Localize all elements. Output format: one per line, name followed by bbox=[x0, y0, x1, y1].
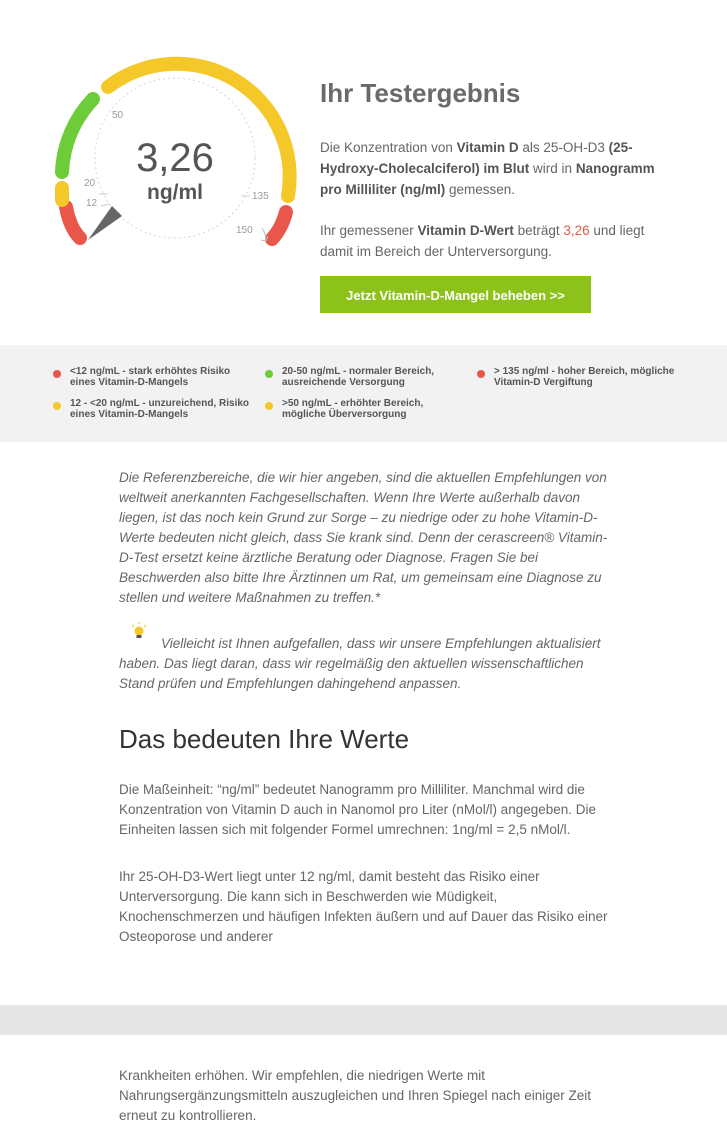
gauge-value: 3,26 bbox=[136, 136, 214, 180]
legend-item: 20-50 ng/mL - normaler Bereich, ausreichende Versorgung bbox=[282, 366, 435, 388]
text-span: beträgt bbox=[513, 223, 564, 238]
gauge-segment-red-high bbox=[272, 212, 286, 239]
text-span: wird in bbox=[529, 161, 576, 176]
gauge-tick-135: 135 bbox=[252, 191, 269, 202]
gauge-segment-red-low bbox=[66, 207, 80, 238]
result-title: Ihr Testergebnis bbox=[320, 78, 521, 108]
legend-band bbox=[0, 345, 727, 442]
text-span: gemessen. bbox=[445, 182, 516, 197]
section-paragraph: Krankheiten erhöhen. Wir empfehlen, die niedrigen Werte mit Nahrungsergänzungsmitteln auszugleichen und Ihren Spiegel nach einiger Zeit erneut zu kontrollieren. bbox=[119, 1068, 592, 1123]
measured-value-highlight: 3,26 bbox=[563, 223, 590, 238]
legend-item: >50 ng/mL - erhöhter Bereich, mögliche Überversorgung bbox=[282, 398, 424, 420]
text-span: Ihr gemessener bbox=[320, 223, 418, 238]
section-title: Das bedeuten Ihre Werte bbox=[119, 724, 410, 754]
section-paragraph: Die Maßeinheit: “ng/ml” bedeutet Nanogramm pro Milliliter. Manchmal wird die Konzentration von Vitamin D auch in Nanomol pro Liter (nMol/l) angegeben. Die Einheiten lassen sich mit folgender Formel umrechnen: 1ng/ml = 2,5 nMol/l. bbox=[119, 782, 597, 837]
reference-section bbox=[119, 468, 609, 608]
text-span: Die Konzentration von bbox=[320, 140, 457, 155]
value-interpretation bbox=[119, 867, 609, 947]
text-bold: (25-Hydroxy-Cholecalciferol) im Blut bbox=[320, 140, 633, 176]
reference-text: Die Referenzbereiche, die wir hier angeben, sind die aktuellen Empfehlungen von weltweit anerkannten Fachgesellschaften. Wenn Ihre Werte außerhalb davon liegen, ist das noch kein Grund zur Sorge – zu niedrige oder zu hohe Vitamin-D-Werte bedeuten nicht gleich, dass Sie krank sind. Denn der cerascreen® Vitamin-D-Test ersetzt keine ärztliche Beratung oder Diagnose. Fragen Sie bei Beschwerden also bitte Ihre Ärztinnen um Rat, um gemeinsam eine Diagnose zu stellen und weitere Maßnahmen zu treffen.* bbox=[119, 470, 608, 605]
legend-item: > 135 ng/ml - hoher Bereich, mögliche Vitamin-D Vergiftung bbox=[494, 366, 675, 388]
text-bold: Vitamin D bbox=[456, 140, 519, 155]
vitamin-d-gauge bbox=[40, 50, 310, 270]
text-bold: Vitamin D-Wert bbox=[417, 223, 514, 238]
result-panel bbox=[320, 78, 660, 313]
page-break-band bbox=[0, 1005, 727, 1035]
result-description bbox=[320, 137, 660, 200]
result-measured-value bbox=[320, 220, 660, 262]
text-span: und liegt damit im Bereich der Unterversorgung. bbox=[320, 223, 645, 259]
text-bold: Nanogramm pro Milliliter (ng/ml) bbox=[320, 161, 655, 197]
value-interpretation-continued bbox=[119, 1066, 609, 1126]
gauge-unit: ng/ml bbox=[147, 181, 203, 204]
legend-dot bbox=[477, 370, 485, 378]
legend-item: <12 ng/mL - stark erhöhtes Risiko eines Vitamin-D-Mangels bbox=[70, 366, 231, 388]
gauge-tick-20: 20 bbox=[84, 178, 96, 189]
gauge-tick-150: 150 bbox=[236, 225, 253, 236]
section-paragraph: Ihr 25-OH-D3-Wert liegt unter 12 ng/ml, damit besteht das Risiko einer Unterversorgung. Die kann sich in Beschwerden wie Müdigkeit, Knochenschmerzen und häufigen Infekten äußern und auf Dauer das Risiko einer Osteoporose und anderer bbox=[119, 869, 608, 944]
legend-item: 12 - <20 ng/mL - unzureichend, Risiko eines Vitamin-D-Mangels bbox=[70, 398, 250, 420]
hint-text: Vielleicht ist Ihnen aufgefallen, dass wir unsere Empfehlungen aktualisiert haben. Das liegt daran, dass wir regelmäßig den aktuellen wissenschaftlichen Stand prüfen und Empfehlungen dahingehend anpassen. bbox=[119, 636, 601, 691]
legend-dot bbox=[265, 402, 273, 410]
hint-section bbox=[119, 634, 609, 694]
legend-dot bbox=[265, 370, 273, 378]
values-section bbox=[119, 724, 609, 755]
gauge-tick-12: 12 bbox=[86, 198, 98, 209]
gauge-pointer bbox=[88, 206, 122, 240]
fix-deficiency-button[interactable]: Jetzt Vitamin-D-Mangel beheben >> bbox=[320, 276, 591, 313]
text-span: als 25-OH-D3 bbox=[518, 140, 609, 155]
legend-dot bbox=[53, 370, 61, 378]
legend-dot bbox=[53, 402, 61, 410]
unit-explanation bbox=[119, 780, 609, 840]
gauge-tick-50: 50 bbox=[112, 110, 124, 121]
